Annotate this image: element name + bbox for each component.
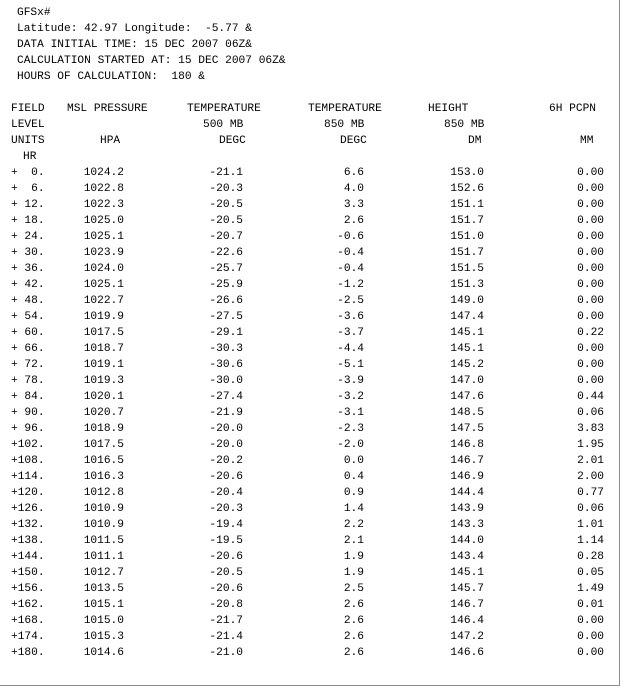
height-cell: 143.4 (450, 551, 484, 563)
hour-cell: +168. (11, 615, 45, 627)
temp-850-cell: 2.6 (343, 615, 364, 627)
hour-cell: + 0. (11, 167, 45, 179)
msl-pressure-cell: 1012.8 (83, 487, 124, 499)
msl-pressure-cell: 1019.9 (83, 311, 124, 323)
pcpn-cell: 0.00 (577, 247, 604, 259)
height-cell: 147.2 (450, 631, 484, 643)
hour-cell: + 6. (11, 183, 45, 195)
height-cell: 149.0 (450, 295, 484, 307)
temp-850-cell: -3.2 (337, 391, 364, 403)
msl-pressure-cell: 1010.9 (83, 519, 124, 531)
pcpn-cell: 0.28 (577, 551, 604, 563)
temp-500-cell: -20.5 (209, 215, 243, 227)
height-cell: 146.4 (450, 615, 484, 627)
pcpn-cell: 0.00 (577, 167, 604, 179)
msl-pressure-cell: 1019.1 (83, 359, 124, 371)
height-cell: 151.5 (450, 263, 484, 275)
temp-850-cell: 4.0 (343, 183, 364, 195)
msl-pressure-cell: 1024.0 (83, 263, 124, 275)
table-row (0, 597, 620, 613)
temp-850-cell: -3.9 (337, 375, 364, 387)
temp-500-cell: -20.6 (209, 551, 243, 563)
table-row (0, 613, 620, 629)
pcpn-cell: 1.49 (577, 583, 604, 595)
msl-pressure-cell: 1014.6 (83, 647, 124, 659)
height-cell: 145.2 (450, 359, 484, 371)
table-row (0, 293, 620, 309)
temp-500-cell: -27.4 (209, 391, 243, 403)
temp-850-cell: 2.6 (343, 215, 364, 227)
table-row (0, 501, 620, 517)
msl-pressure-cell: 1011.5 (83, 535, 124, 547)
temp-850-cell: -2.0 (337, 439, 364, 451)
hour-cell: + 72. (11, 359, 45, 371)
temp-850-cell: -5.1 (337, 359, 364, 371)
temp-850-cell: 3.3 (343, 199, 364, 211)
temp-500-cell: -30.0 (209, 375, 243, 387)
temp-500-cell: -21.9 (209, 407, 243, 419)
pcpn-cell: 1.01 (577, 519, 604, 531)
temp-850-cell: 1.9 (343, 551, 364, 563)
hour-cell: + 60. (11, 327, 45, 339)
hour-cell: +126. (11, 503, 45, 515)
height-cell: 145.1 (450, 567, 484, 579)
temp-850-cell: 2.6 (343, 631, 364, 643)
height-cell: 147.5 (450, 423, 484, 435)
pcpn-cell: 0.00 (577, 215, 604, 227)
height-cell: 151.7 (450, 247, 484, 259)
temp-500-cell: -20.2 (209, 455, 243, 467)
temp-500-cell: -20.6 (209, 471, 243, 483)
hour-cell: +144. (11, 551, 45, 563)
height-cell: 143.9 (450, 503, 484, 515)
temp-850-cell: 0.9 (343, 487, 364, 499)
temp-850-cell: -3.1 (337, 407, 364, 419)
temp-500-cell: -19.4 (209, 519, 243, 531)
pcpn-cell: 1.14 (577, 535, 604, 547)
hour-cell: +132. (11, 519, 45, 531)
table-row (0, 181, 620, 197)
temp-500-cell: -30.6 (209, 359, 243, 371)
table-row (0, 453, 620, 469)
units-msl: HPA (100, 135, 121, 147)
hour-cell: +174. (11, 631, 45, 643)
pcpn-cell: 0.77 (577, 487, 604, 499)
pcpn-cell: 0.00 (577, 311, 604, 323)
temp-500-cell: -21.1 (209, 167, 243, 179)
temp-500-cell: -20.0 (209, 423, 243, 435)
temp-850-cell: 1.4 (343, 503, 364, 515)
units-temp-850: DEGC (340, 135, 367, 147)
field-label: FIELD (11, 103, 45, 115)
temp-850-cell: 2.6 (343, 647, 364, 659)
pcpn-cell: 0.00 (577, 279, 604, 291)
msl-pressure-cell: 1017.5 (83, 327, 124, 339)
msl-pressure-cell: 1010.9 (83, 503, 124, 515)
temp-500-cell: -20.3 (209, 503, 243, 515)
hr-label: HR (23, 151, 37, 163)
height-cell: 147.0 (450, 375, 484, 387)
hour-cell: + 54. (11, 311, 45, 323)
hour-cell: +162. (11, 599, 45, 611)
level-temp-850: 850 MB (324, 119, 365, 131)
calc-started-line: CALCULATION STARTED AT: 15 DEC 2007 06Z& (17, 55, 286, 67)
pcpn-cell: 0.00 (577, 295, 604, 307)
level-label: LEVEL (11, 119, 45, 131)
table-row (0, 645, 620, 661)
msl-pressure-cell: 1015.0 (83, 615, 124, 627)
height-cell: 148.5 (450, 407, 484, 419)
temp-500-cell: -22.6 (209, 247, 243, 259)
hour-cell: +180. (11, 647, 45, 659)
temp-500-cell: -30.3 (209, 343, 243, 355)
col-header-height: HEIGHT (428, 103, 469, 115)
temp-850-cell: 2.2 (343, 519, 364, 531)
pcpn-cell: 2.01 (577, 455, 604, 467)
temp-500-cell: -20.7 (209, 231, 243, 243)
hour-cell: +156. (11, 583, 45, 595)
hour-cell: + 12. (11, 199, 45, 211)
msl-pressure-cell: 1025.1 (83, 279, 124, 291)
pcpn-cell: 1.95 (577, 439, 604, 451)
temp-500-cell: -21.4 (209, 631, 243, 643)
temp-500-cell: -25.7 (209, 263, 243, 275)
height-cell: 144.0 (450, 535, 484, 547)
temp-500-cell: -21.7 (209, 615, 243, 627)
table-row (0, 565, 620, 581)
height-cell: 153.0 (450, 167, 484, 179)
temp-850-cell: -3.6 (337, 311, 364, 323)
col-header-pcpn: 6H PCPN (549, 103, 596, 115)
level-height: 850 MB (444, 119, 485, 131)
hour-cell: + 96. (11, 423, 45, 435)
temp-850-cell: 2.6 (343, 599, 364, 611)
msl-pressure-cell: 1020.1 (83, 391, 124, 403)
temp-500-cell: -29.1 (209, 327, 243, 339)
temp-500-cell: -20.0 (209, 439, 243, 451)
table-row (0, 469, 620, 485)
temp-850-cell: -2.5 (337, 295, 364, 307)
hour-cell: +114. (11, 471, 45, 483)
hour-cell: + 30. (11, 247, 45, 259)
msl-pressure-cell: 1022.8 (83, 183, 124, 195)
hour-cell: + 66. (11, 343, 45, 355)
temp-850-cell: 2.1 (343, 535, 364, 547)
temp-850-cell: 6.6 (343, 167, 364, 179)
table-row (0, 389, 620, 405)
temp-850-cell: -2.3 (337, 423, 364, 435)
msl-pressure-cell: 1022.7 (83, 295, 124, 307)
temp-850-cell: -3.7 (337, 327, 364, 339)
table-row (0, 197, 620, 213)
hour-cell: +102. (11, 439, 45, 451)
hour-cell: + 36. (11, 263, 45, 275)
temp-500-cell: -20.8 (209, 599, 243, 611)
table-row (0, 581, 620, 597)
right-margin (621, 0, 641, 688)
table-row (0, 373, 620, 389)
pcpn-cell: 0.00 (577, 359, 604, 371)
msl-pressure-cell: 1025.1 (83, 231, 124, 243)
pcpn-cell: 0.00 (577, 343, 604, 355)
table-row (0, 549, 620, 565)
temp-500-cell: -20.3 (209, 183, 243, 195)
table-row (0, 229, 620, 245)
height-cell: 151.3 (450, 279, 484, 291)
level-temp-500: 500 MB (203, 119, 244, 131)
units-pcpn: MM (580, 135, 594, 147)
height-cell: 147.6 (450, 391, 484, 403)
msl-pressure-cell: 1015.1 (83, 599, 124, 611)
msl-pressure-cell: 1017.5 (83, 439, 124, 451)
pcpn-cell: 0.00 (577, 183, 604, 195)
table-row (0, 517, 620, 533)
temp-500-cell: -20.6 (209, 583, 243, 595)
msl-pressure-cell: 1024.2 (83, 167, 124, 179)
table-row (0, 357, 620, 373)
units-label: UNITS (11, 135, 45, 147)
pcpn-cell: 0.00 (577, 263, 604, 275)
table-row (0, 261, 620, 277)
height-cell: 151.7 (450, 215, 484, 227)
msl-pressure-cell: 1023.9 (83, 247, 124, 259)
height-cell: 151.1 (450, 199, 484, 211)
pcpn-cell: 0.22 (577, 327, 604, 339)
table-row (0, 309, 620, 325)
table-row (0, 213, 620, 229)
temp-850-cell: -0.4 (337, 247, 364, 259)
height-cell: 145.1 (450, 327, 484, 339)
temp-500-cell: -27.5 (209, 311, 243, 323)
height-cell: 152.6 (450, 183, 484, 195)
temp-500-cell: -20.4 (209, 487, 243, 499)
hour-cell: + 78. (11, 375, 45, 387)
hour-cell: + 90. (11, 407, 45, 419)
temp-500-cell: -25.9 (209, 279, 243, 291)
temp-850-cell: -1.2 (337, 279, 364, 291)
pcpn-cell: 0.44 (577, 391, 604, 403)
station-code: GFSx# (17, 7, 51, 19)
height-cell: 144.4 (450, 487, 484, 499)
pcpn-cell: 2.00 (577, 471, 604, 483)
height-cell: 143.3 (450, 519, 484, 531)
msl-pressure-cell: 1022.3 (83, 199, 124, 211)
msl-pressure-cell: 1011.1 (83, 551, 124, 563)
table-row (0, 629, 620, 645)
table-row (0, 245, 620, 261)
col-header-temp-850: TEMPERATURE (308, 103, 382, 115)
table-row (0, 405, 620, 421)
units-height: DM (468, 135, 482, 147)
hour-cell: +108. (11, 455, 45, 467)
msl-pressure-cell: 1013.5 (83, 583, 124, 595)
hour-cell: +138. (11, 535, 45, 547)
height-cell: 147.4 (450, 311, 484, 323)
temp-500-cell: -19.5 (209, 535, 243, 547)
table-row (0, 165, 620, 181)
temp-850-cell: -0.6 (337, 231, 364, 243)
pcpn-cell: 0.00 (577, 615, 604, 627)
table-row (0, 341, 620, 357)
msl-pressure-cell: 1020.7 (83, 407, 124, 419)
pcpn-cell: 0.06 (577, 407, 604, 419)
pcpn-cell: 0.05 (577, 567, 604, 579)
height-cell: 145.7 (450, 583, 484, 595)
pcpn-cell: 0.00 (577, 631, 604, 643)
msl-pressure-cell: 1018.9 (83, 423, 124, 435)
hour-cell: + 48. (11, 295, 45, 307)
temp-500-cell: -26.6 (209, 295, 243, 307)
temp-500-cell: -21.0 (209, 647, 243, 659)
table-row (0, 277, 620, 293)
hour-cell: + 84. (11, 391, 45, 403)
height-cell: 146.7 (450, 455, 484, 467)
temp-850-cell: 0.4 (343, 471, 364, 483)
temp-500-cell: -20.5 (209, 199, 243, 211)
col-header-msl-pressure: MSL PRESSURE (67, 103, 148, 115)
pcpn-cell: 3.83 (577, 423, 604, 435)
height-cell: 146.9 (450, 471, 484, 483)
hour-cell: + 18. (11, 215, 45, 227)
pcpn-cell: 0.01 (577, 599, 604, 611)
hour-cell: + 24. (11, 231, 45, 243)
temp-850-cell: 2.5 (343, 583, 364, 595)
temp-850-cell: 0.0 (343, 455, 364, 467)
height-cell: 145.1 (450, 343, 484, 355)
msl-pressure-cell: 1016.3 (83, 471, 124, 483)
pcpn-cell: 0.06 (577, 503, 604, 515)
height-cell: 151.0 (450, 231, 484, 243)
location-line: Latitude: 42.97 Longitude: -5.77 & (17, 23, 252, 35)
temp-850-cell: -0.4 (337, 263, 364, 275)
hour-cell: +120. (11, 487, 45, 499)
hour-cell: +150. (11, 567, 45, 579)
pcpn-cell: 0.00 (577, 647, 604, 659)
units-temp-500: DEGC (219, 135, 246, 147)
hour-cell: + 42. (11, 279, 45, 291)
temp-500-cell: -20.5 (209, 567, 243, 579)
height-cell: 146.8 (450, 439, 484, 451)
height-cell: 146.6 (450, 647, 484, 659)
table-row (0, 325, 620, 341)
pcpn-cell: 0.00 (577, 199, 604, 211)
msl-pressure-cell: 1012.7 (83, 567, 124, 579)
msl-pressure-cell: 1018.7 (83, 343, 124, 355)
temp-850-cell: 1.9 (343, 567, 364, 579)
initial-time-line: DATA INITIAL TIME: 15 DEC 2007 06Z& (17, 39, 252, 51)
table-row (0, 437, 620, 453)
msl-pressure-cell: 1019.3 (83, 375, 124, 387)
table-row (0, 485, 620, 501)
msl-pressure-cell: 1025.0 (83, 215, 124, 227)
pcpn-cell: 0.00 (577, 375, 604, 387)
temp-850-cell: -4.4 (337, 343, 364, 355)
height-cell: 146.7 (450, 599, 484, 611)
hours-line: HOURS OF CALCULATION: 180 & (17, 71, 205, 83)
pcpn-cell: 0.00 (577, 231, 604, 243)
msl-pressure-cell: 1016.5 (83, 455, 124, 467)
table-row (0, 533, 620, 549)
col-header-temp-500: TEMPERATURE (187, 103, 261, 115)
msl-pressure-cell: 1015.3 (83, 631, 124, 643)
table-row (0, 421, 620, 437)
